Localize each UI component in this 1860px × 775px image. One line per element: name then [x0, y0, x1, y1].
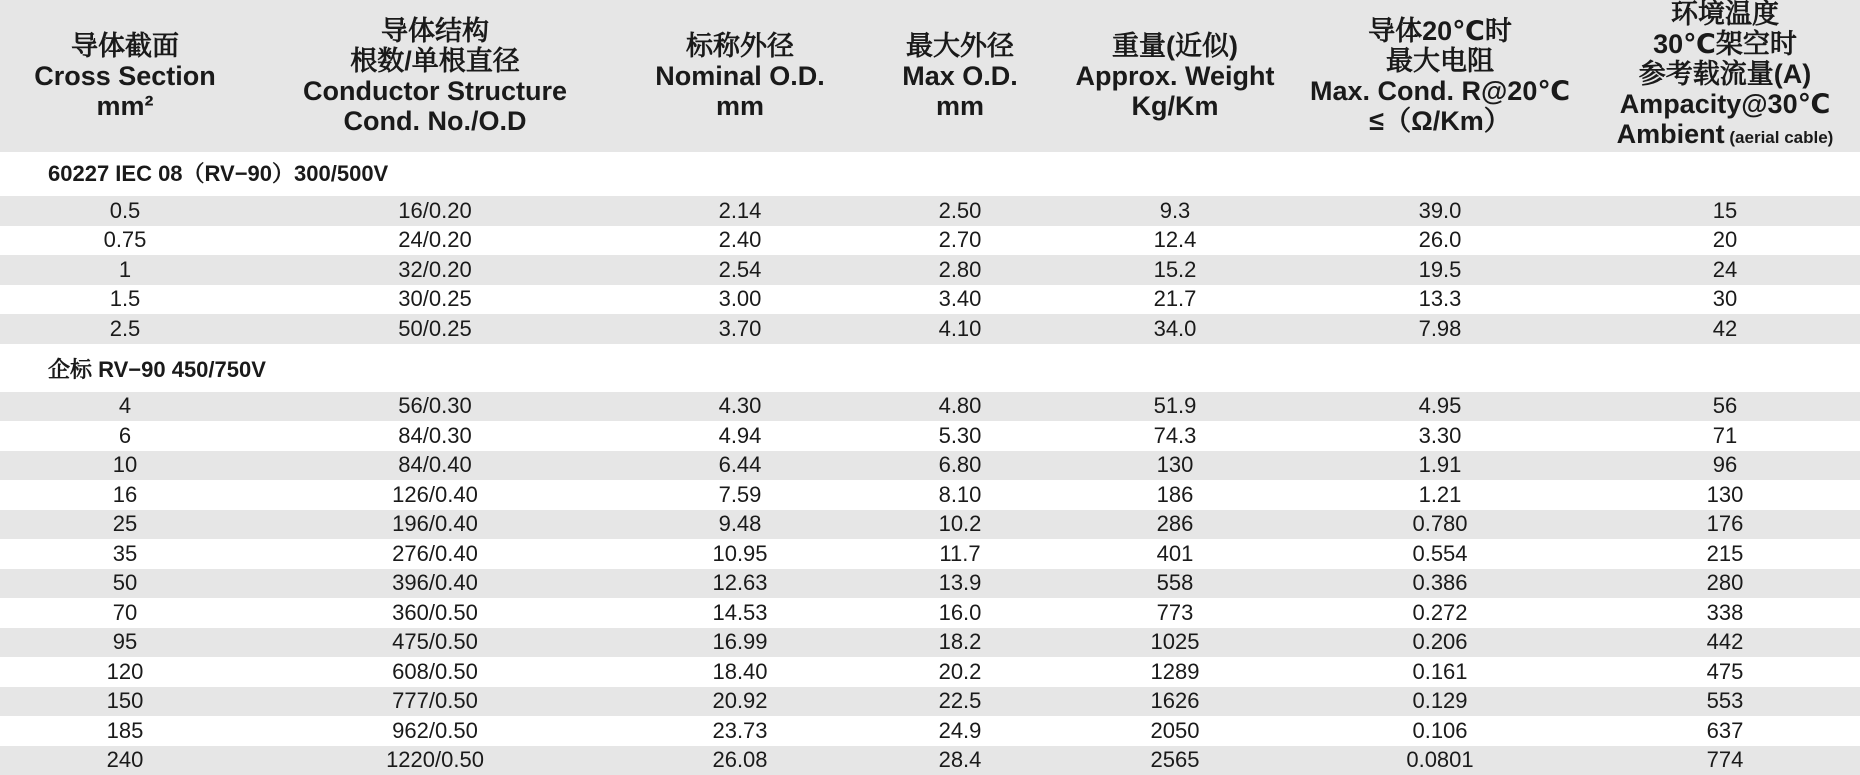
cell-conductor-structure: 84/0.40 [250, 451, 620, 481]
cell-max-od: 10.2 [860, 510, 1060, 540]
header-line: 30℃架空时 [1653, 29, 1797, 59]
table-row [0, 255, 1860, 285]
table-row [0, 569, 1860, 599]
cell-approx-weight: 286 [1060, 510, 1290, 540]
cell-conductor-structure: 30/0.25 [250, 285, 620, 315]
cell-max-resistance: 3.30 [1290, 421, 1590, 451]
cell-conductor-structure: 276/0.40 [250, 539, 620, 569]
header-max-od [860, 0, 1060, 152]
header-subnote: (aerial cable) [1725, 128, 1834, 147]
cell-cross-section: 6 [0, 421, 250, 451]
cell-cross-section: 4 [0, 392, 250, 422]
cell-cross-section: 185 [0, 716, 250, 746]
cell-max-od: 5.30 [860, 421, 1060, 451]
cell-approx-weight: 558 [1060, 569, 1290, 599]
header-line: Ambient (aerial cable) [1617, 119, 1834, 153]
cell-approx-weight: 130 [1060, 451, 1290, 481]
table-row [0, 687, 1860, 717]
cell-cross-section: 95 [0, 628, 250, 658]
table-row [0, 421, 1860, 451]
header-line: Kg/Km [1132, 91, 1219, 121]
cell-nominal-od: 14.53 [620, 598, 860, 628]
cell-nominal-od: 6.44 [620, 451, 860, 481]
cell-nominal-od: 7.59 [620, 480, 860, 510]
cell-max-resistance: 0.780 [1290, 510, 1590, 540]
cell-nominal-od: 4.30 [620, 392, 860, 422]
table-row [0, 226, 1860, 256]
cell-ampacity: 637 [1590, 716, 1860, 746]
cell-nominal-od: 2.54 [620, 255, 860, 285]
cell-cross-section: 16 [0, 480, 250, 510]
header-cross-section [0, 0, 250, 152]
cell-max-resistance: 0.129 [1290, 687, 1590, 717]
cell-approx-weight: 773 [1060, 598, 1290, 628]
cell-nominal-od: 16.99 [620, 628, 860, 658]
header-line: mm² [96, 91, 153, 121]
table-row [0, 657, 1860, 687]
cell-approx-weight: 15.2 [1060, 255, 1290, 285]
table-row [0, 392, 1860, 422]
cell-max-od: 13.9 [860, 569, 1060, 599]
cell-nominal-od: 2.40 [620, 226, 860, 256]
cell-approx-weight: 2565 [1060, 746, 1290, 775]
cell-cross-section: 0.5 [0, 196, 250, 226]
cell-max-od: 4.10 [860, 314, 1060, 344]
cell-cross-section: 1.5 [0, 285, 250, 315]
cell-nominal-od: 20.92 [620, 687, 860, 717]
table-row [0, 539, 1860, 569]
cell-max-od: 2.80 [860, 255, 1060, 285]
cell-max-resistance: 4.95 [1290, 392, 1590, 422]
cell-approx-weight: 401 [1060, 539, 1290, 569]
cell-max-od: 11.7 [860, 539, 1060, 569]
cell-approx-weight: 12.4 [1060, 226, 1290, 256]
cell-ampacity: 442 [1590, 628, 1860, 658]
cell-ampacity: 15 [1590, 196, 1860, 226]
table-row [0, 716, 1860, 746]
cell-max-resistance: 1.91 [1290, 451, 1590, 481]
cell-max-od: 22.5 [860, 687, 1060, 717]
cell-max-od: 2.70 [860, 226, 1060, 256]
cell-conductor-structure: 360/0.50 [250, 598, 620, 628]
header-line: 标称外径 [686, 31, 794, 61]
header-line: Ampacity@30℃ [1620, 89, 1831, 119]
cell-conductor-structure: 32/0.20 [250, 255, 620, 285]
cell-nominal-od: 9.48 [620, 510, 860, 540]
cell-max-resistance: 7.98 [1290, 314, 1590, 344]
cell-ampacity: 20 [1590, 226, 1860, 256]
header-line: Cond. No./O.D [344, 106, 527, 136]
cell-ampacity: 774 [1590, 746, 1860, 775]
cell-max-od: 8.10 [860, 480, 1060, 510]
cell-max-resistance: 0.554 [1290, 539, 1590, 569]
cell-max-od: 24.9 [860, 716, 1060, 746]
cell-ampacity: 71 [1590, 421, 1860, 451]
cell-nominal-od: 10.95 [620, 539, 860, 569]
cell-ampacity: 30 [1590, 285, 1860, 315]
cell-nominal-od: 18.40 [620, 657, 860, 687]
header-line: 环境温度 [1671, 0, 1779, 29]
cell-conductor-structure: 24/0.20 [250, 226, 620, 256]
header-line: Nominal O.D. [655, 61, 825, 91]
cell-conductor-structure: 475/0.50 [250, 628, 620, 658]
table-row [0, 314, 1860, 344]
cell-max-resistance: 0.161 [1290, 657, 1590, 687]
cell-max-od: 4.80 [860, 392, 1060, 422]
table-row [0, 510, 1860, 540]
header-line: Conductor Structure [303, 76, 567, 106]
cell-max-od: 20.2 [860, 657, 1060, 687]
cell-cross-section: 120 [0, 657, 250, 687]
cell-ampacity: 553 [1590, 687, 1860, 717]
header-line: 导体结构 [381, 16, 489, 46]
header-line: ≤（Ω/Km） [1369, 106, 1510, 136]
table-row [0, 451, 1860, 481]
cell-conductor-structure: 962/0.50 [250, 716, 620, 746]
cell-nominal-od: 3.00 [620, 285, 860, 315]
cell-approx-weight: 1025 [1060, 628, 1290, 658]
header-line: Max. Cond. R@20℃ [1310, 76, 1570, 106]
cell-max-resistance: 0.106 [1290, 716, 1590, 746]
cell-conductor-structure: 396/0.40 [250, 569, 620, 599]
cell-approx-weight: 9.3 [1060, 196, 1290, 226]
header-line: Cross Section [34, 61, 216, 91]
cell-conductor-structure: 16/0.20 [250, 196, 620, 226]
cell-conductor-structure: 56/0.30 [250, 392, 620, 422]
cell-ampacity: 215 [1590, 539, 1860, 569]
cell-cross-section: 70 [0, 598, 250, 628]
table-row [0, 285, 1860, 315]
cell-max-od: 18.2 [860, 628, 1060, 658]
cell-max-od: 28.4 [860, 746, 1060, 775]
header-approx-weight [1060, 0, 1290, 152]
section-title: 企标 RV−90 450/750V [48, 348, 266, 392]
cell-ampacity: 475 [1590, 657, 1860, 687]
cell-ampacity: 42 [1590, 314, 1860, 344]
cell-ampacity: 176 [1590, 510, 1860, 540]
header-line: Approx. Weight [1076, 61, 1275, 91]
cell-approx-weight: 1289 [1060, 657, 1290, 687]
header-max-resistance [1290, 0, 1590, 152]
cell-cross-section: 240 [0, 746, 250, 775]
cell-conductor-structure: 196/0.40 [250, 510, 620, 540]
cell-max-od: 6.80 [860, 451, 1060, 481]
cell-approx-weight: 34.0 [1060, 314, 1290, 344]
cell-cross-section: 25 [0, 510, 250, 540]
header-line: 最大外径 [906, 31, 1014, 61]
cell-conductor-structure: 608/0.50 [250, 657, 620, 687]
cell-max-od: 16.0 [860, 598, 1060, 628]
cell-approx-weight: 186 [1060, 480, 1290, 510]
cell-cross-section: 50 [0, 569, 250, 599]
cell-max-resistance: 0.0801 [1290, 746, 1590, 775]
cell-max-resistance: 1.21 [1290, 480, 1590, 510]
cell-cross-section: 1 [0, 255, 250, 285]
cell-ampacity: 24 [1590, 255, 1860, 285]
cell-cross-section: 35 [0, 539, 250, 569]
cell-conductor-structure: 126/0.40 [250, 480, 620, 510]
cell-max-od: 2.50 [860, 196, 1060, 226]
header-ampacity [1590, 0, 1860, 152]
cell-approx-weight: 74.3 [1060, 421, 1290, 451]
cell-nominal-od: 26.08 [620, 746, 860, 775]
table-row [0, 746, 1860, 775]
cell-conductor-structure: 50/0.25 [250, 314, 620, 344]
cell-max-resistance: 13.3 [1290, 285, 1590, 315]
cell-conductor-structure: 777/0.50 [250, 687, 620, 717]
cell-max-resistance: 0.272 [1290, 598, 1590, 628]
table-row [0, 628, 1860, 658]
table-row [0, 480, 1860, 510]
cell-ampacity: 338 [1590, 598, 1860, 628]
cell-cross-section: 0.75 [0, 226, 250, 256]
cell-approx-weight: 51.9 [1060, 392, 1290, 422]
header-line: Max O.D. [902, 61, 1018, 91]
header-line: 重量(近似) [1112, 31, 1238, 61]
header-line: 根数/单根直径 [350, 46, 520, 76]
header-nominal-od [620, 0, 860, 152]
header-line: mm [936, 91, 984, 121]
cell-nominal-od: 12.63 [620, 569, 860, 599]
cell-approx-weight: 2050 [1060, 716, 1290, 746]
cell-ampacity: 130 [1590, 480, 1860, 510]
cell-nominal-od: 2.14 [620, 196, 860, 226]
header-line: 导体截面 [71, 31, 179, 61]
cell-max-resistance: 39.0 [1290, 196, 1590, 226]
cell-max-resistance: 0.206 [1290, 628, 1590, 658]
table-row [0, 196, 1860, 226]
cell-cross-section: 2.5 [0, 314, 250, 344]
table-header [0, 0, 1860, 152]
cell-ampacity: 280 [1590, 569, 1860, 599]
cell-max-resistance: 0.386 [1290, 569, 1590, 599]
header-line: mm [716, 91, 764, 121]
cell-conductor-structure: 1220/0.50 [250, 746, 620, 775]
section-title: 60227 IEC 08（RV−90）300/500V [48, 152, 388, 196]
cell-ampacity: 96 [1590, 451, 1860, 481]
cell-max-resistance: 19.5 [1290, 255, 1590, 285]
cell-approx-weight: 1626 [1060, 687, 1290, 717]
header-conductor-structure [250, 0, 620, 152]
cell-cross-section: 150 [0, 687, 250, 717]
header-line: 最大电阻 [1386, 46, 1494, 76]
header-line: 导体20℃时 [1368, 16, 1512, 46]
cell-cross-section: 10 [0, 451, 250, 481]
cell-conductor-structure: 84/0.30 [250, 421, 620, 451]
cell-nominal-od: 23.73 [620, 716, 860, 746]
cell-nominal-od: 3.70 [620, 314, 860, 344]
cell-max-od: 3.40 [860, 285, 1060, 315]
cell-ampacity: 56 [1590, 392, 1860, 422]
cell-nominal-od: 4.94 [620, 421, 860, 451]
header-line: 参考载流量(A) [1639, 59, 1811, 89]
cell-max-resistance: 26.0 [1290, 226, 1590, 256]
cell-approx-weight: 21.7 [1060, 285, 1290, 315]
table-row [0, 598, 1860, 628]
